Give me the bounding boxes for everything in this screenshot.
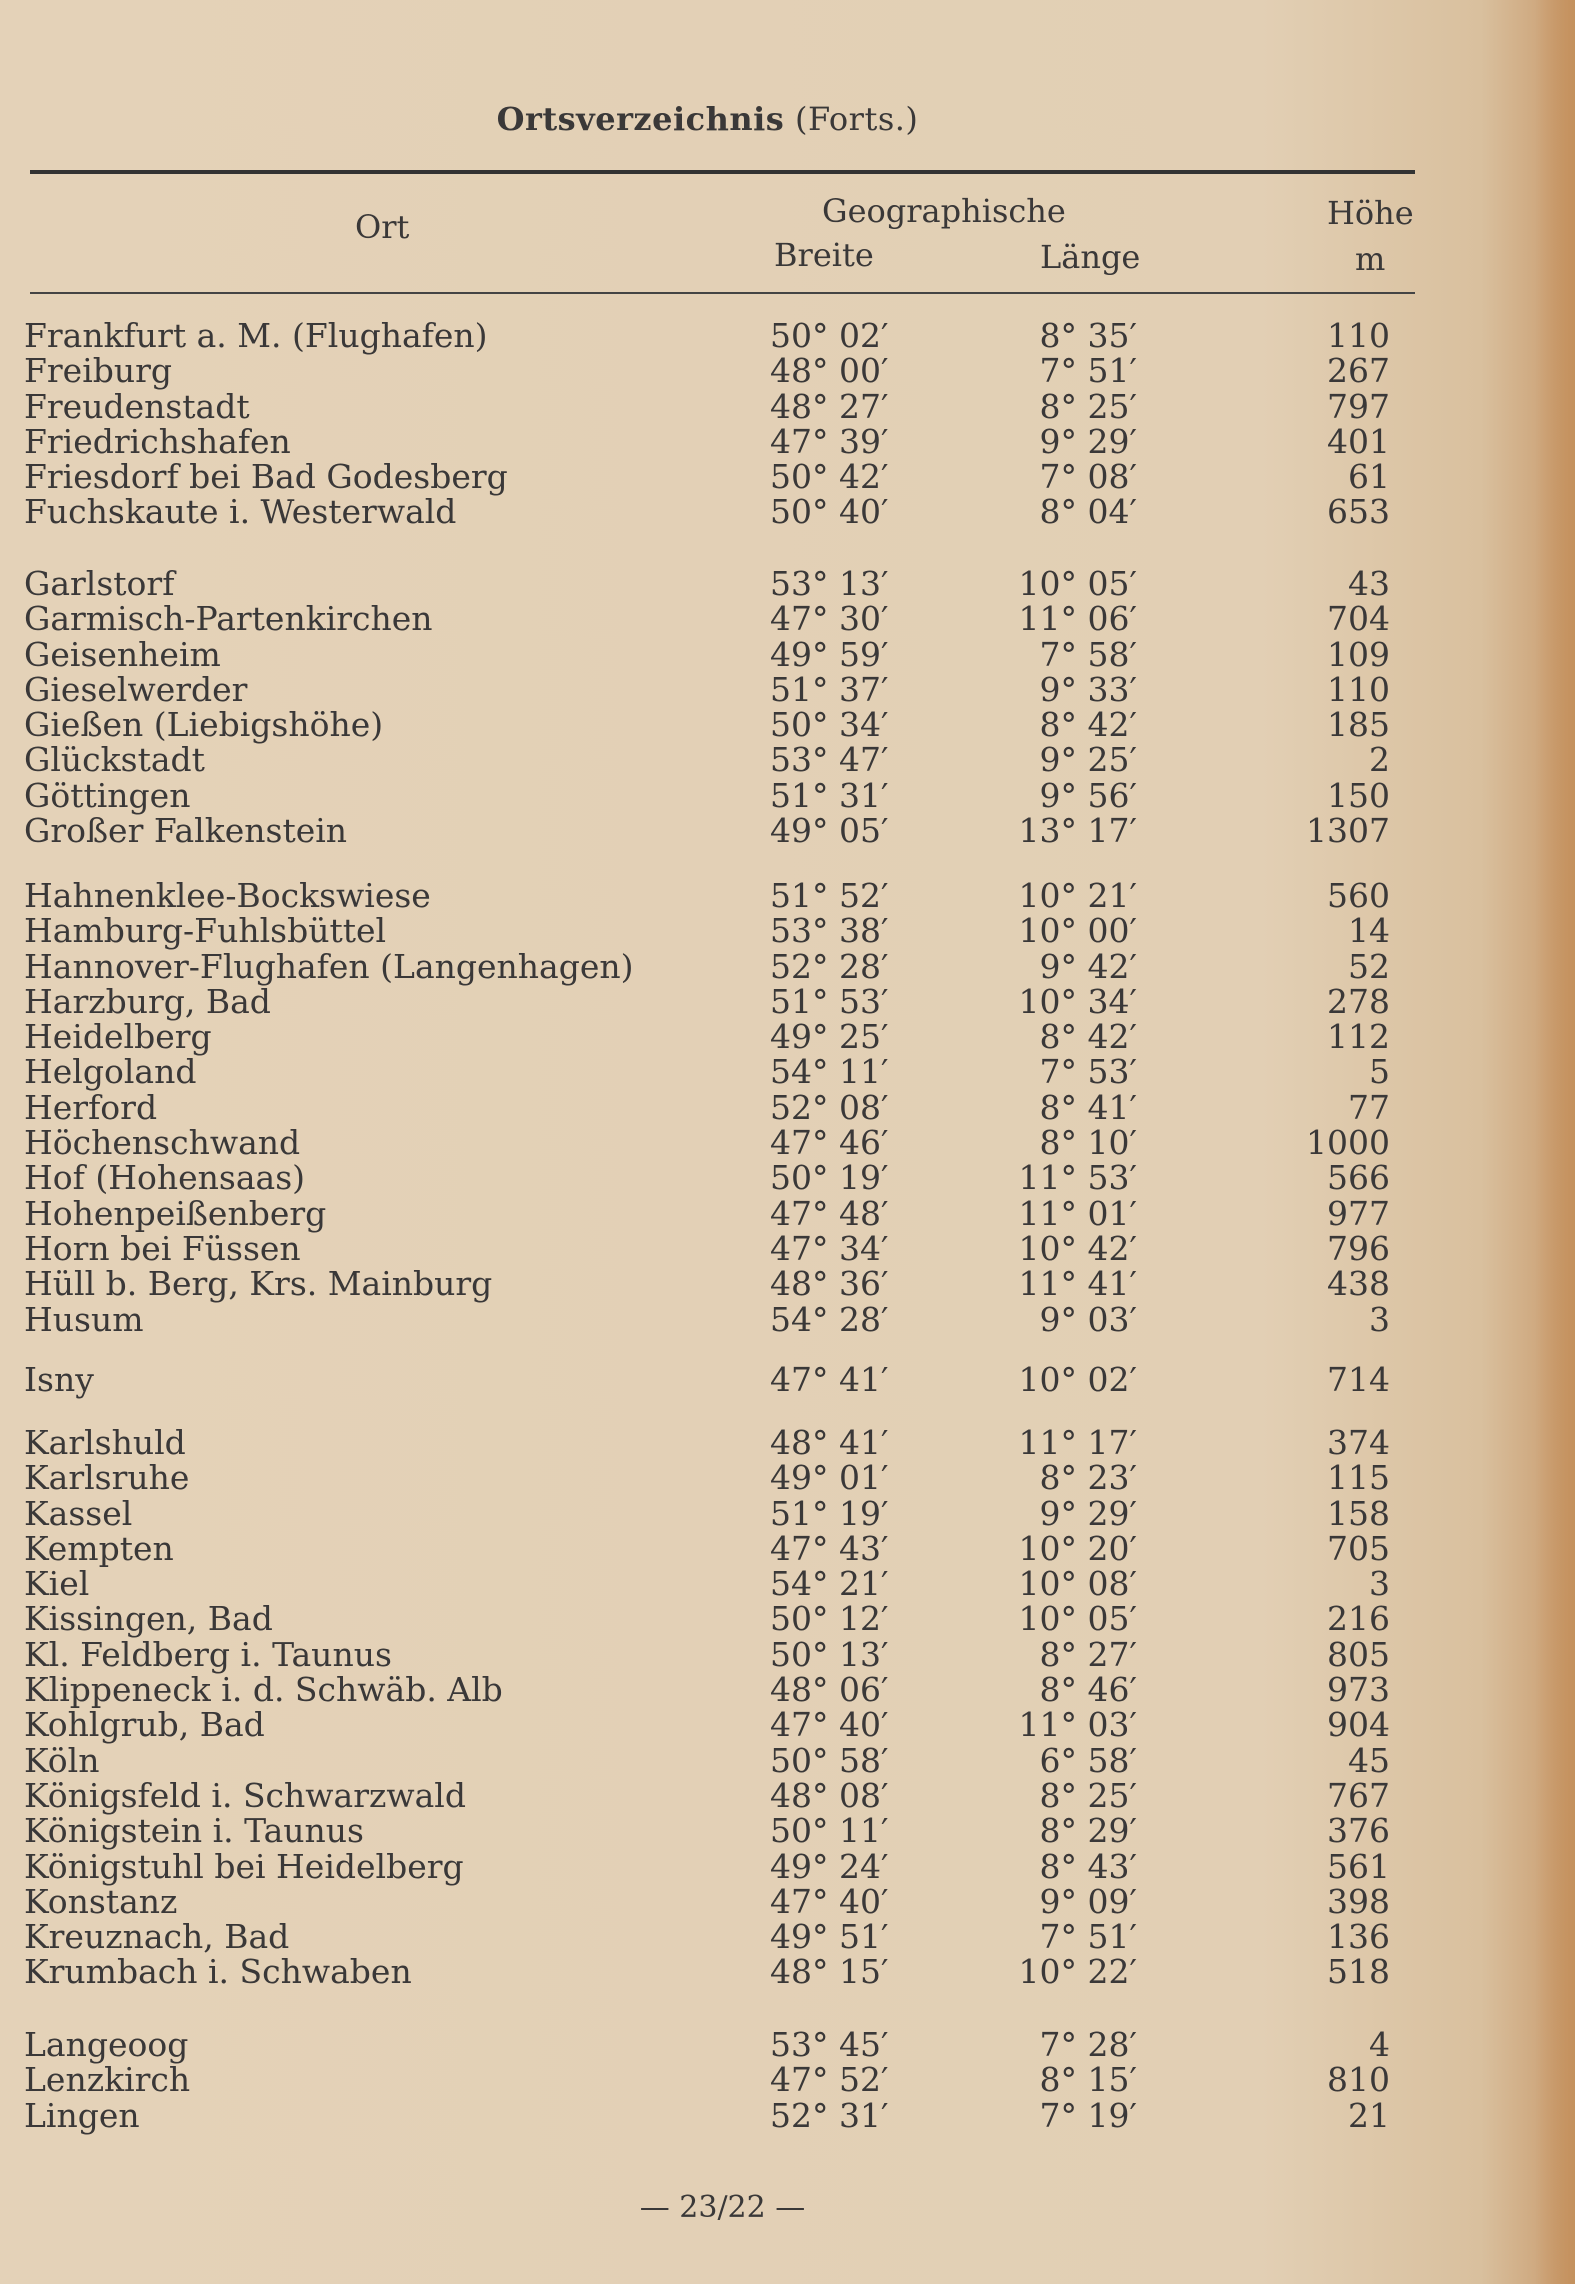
cell-laenge: 8° 15′	[1039, 2060, 1137, 2100]
cell-ort: Höchenschwand	[24, 1123, 301, 1163]
column-header-breite: Breite	[774, 236, 874, 274]
cell-breite: 50° 12′	[770, 1599, 889, 1639]
page-edge-shading	[1535, 0, 1575, 2284]
table-row	[0, 1599, 1415, 1639]
cell-hoehe: 805	[1327, 1634, 1390, 1674]
cell-laenge: 10° 34′	[1018, 981, 1137, 1021]
cell-ort: Fuchskaute i. Westerwald	[24, 492, 457, 532]
cell-ort: Herford	[24, 1087, 158, 1127]
table-row	[0, 1952, 1415, 1992]
table-row	[0, 911, 1415, 951]
cell-ort: Friesdorf bei Bad Godesberg	[24, 457, 508, 497]
cell-hoehe: 2	[1369, 740, 1390, 780]
cell-ort: Krumbach i. Schwaben	[24, 1952, 412, 1992]
cell-laenge: 7° 28′	[1039, 2025, 1137, 2064]
cell-laenge: 7° 51′	[1039, 1917, 1137, 1957]
cell-ort: Kl. Feldberg i. Taunus	[24, 1634, 392, 1674]
cell-ort: Kissingen, Bad	[24, 1599, 273, 1639]
cell-hoehe: 767	[1327, 1775, 1390, 1815]
cell-breite: 50° 13′	[770, 1634, 889, 1674]
table-row	[0, 1052, 1415, 1092]
table-row	[0, 1123, 1415, 1163]
table-row	[0, 981, 1415, 1021]
header-bottom-rule	[30, 292, 1415, 294]
cell-laenge: 8° 35′	[1039, 316, 1137, 355]
cell-hoehe: 560	[1327, 876, 1390, 915]
cell-breite: 54° 21′	[770, 1564, 889, 1604]
cell-ort: Konstanz	[24, 1881, 178, 1921]
cell-hoehe: 561	[1327, 1846, 1390, 1886]
cell-breite: 51° 37′	[770, 669, 889, 709]
cell-laenge: 8° 25′	[1039, 386, 1137, 426]
cell-hoehe: 115	[1327, 1458, 1390, 1498]
cell-ort: Kempten	[24, 1528, 174, 1568]
cell-laenge: 9° 09′	[1039, 1881, 1137, 1921]
cell-laenge: 10° 00′	[1018, 911, 1137, 951]
cell-ort: Hahnenklee-Bockswiese	[24, 876, 431, 915]
cell-hoehe: 374	[1327, 1423, 1390, 1462]
cell-laenge: 7° 19′	[1039, 2095, 1137, 2135]
cell-ort: Großer Falkenstein	[24, 811, 348, 851]
cell-laenge: 7° 58′	[1039, 634, 1137, 674]
cell-breite: 47° 48′	[770, 1193, 889, 1233]
cell-breite: 50° 02′	[770, 316, 889, 355]
cell-ort: Lenzkirch	[24, 2060, 191, 2100]
cell-breite: 47° 43′	[770, 1528, 889, 1568]
table-row	[0, 1158, 1415, 1198]
cell-laenge: 13° 17′	[1018, 811, 1137, 851]
table-group	[0, 1362, 1415, 1397]
cell-hoehe: 653	[1327, 492, 1390, 532]
cell-breite: 54° 28′	[770, 1299, 889, 1339]
cell-breite: 53° 45′	[770, 2025, 889, 2064]
table-row	[0, 1087, 1415, 1127]
cell-laenge: 9° 29′	[1039, 1493, 1137, 1533]
column-header-geographische: Geographische	[822, 192, 1066, 230]
cell-ort: Köln	[24, 1740, 100, 1780]
cell-breite: 50° 42′	[770, 457, 889, 497]
table-row	[0, 634, 1415, 674]
table-row	[0, 1493, 1415, 1533]
cell-breite: 47° 41′	[770, 1360, 889, 1399]
table-row	[0, 1228, 1415, 1268]
cell-laenge: 8° 25′	[1039, 1775, 1137, 1815]
header-top-rule	[30, 170, 1415, 174]
cell-ort: Geisenheim	[24, 634, 221, 674]
cell-laenge: 10° 05′	[1018, 1599, 1137, 1639]
cell-laenge: 8° 23′	[1039, 1458, 1137, 1498]
cell-laenge: 8° 41′	[1039, 1087, 1137, 1127]
cell-laenge: 8° 43′	[1039, 1846, 1137, 1886]
cell-ort: Hof (Hohensaas)	[24, 1158, 305, 1198]
cell-ort: Königsfeld i. Schwarzwald	[24, 1775, 466, 1815]
table-row	[0, 1846, 1415, 1886]
cell-breite: 48° 06′	[770, 1670, 889, 1710]
table-row	[0, 2027, 1415, 2062]
cell-hoehe: 810	[1327, 2060, 1390, 2100]
table-row	[0, 2095, 1415, 2135]
cell-breite: 50° 19′	[770, 1158, 889, 1198]
cell-laenge: 7° 53′	[1039, 1052, 1137, 1092]
cell-ort: Klippeneck i. d. Schwäb. Alb	[24, 1670, 503, 1710]
cell-breite: 50° 40′	[770, 492, 889, 532]
cell-breite: 48° 36′	[770, 1264, 889, 1304]
cell-hoehe: 109	[1327, 634, 1390, 674]
cell-breite: 47° 40′	[770, 1705, 889, 1745]
cell-breite: 48° 08′	[770, 1775, 889, 1815]
cell-breite: 47° 39′	[770, 421, 889, 461]
cell-laenge: 10° 05′	[1018, 564, 1137, 603]
cell-laenge: 7° 51′	[1039, 351, 1137, 391]
table-group	[0, 318, 1415, 530]
table-row	[0, 351, 1415, 391]
title-bold: Ortsverzeichnis	[496, 100, 785, 138]
table-row	[0, 811, 1415, 851]
cell-breite: 53° 47′	[770, 740, 889, 780]
cell-hoehe: 566	[1327, 1158, 1390, 1198]
cell-breite: 51° 31′	[770, 775, 889, 815]
cell-laenge: 11° 53′	[1018, 1158, 1137, 1198]
cell-ort: Langeoog	[24, 2025, 189, 2064]
cell-ort: Hamburg-Fuhlsbüttel	[24, 911, 387, 951]
cell-ort: Königstein i. Taunus	[24, 1811, 364, 1851]
cell-ort: Hohenpeißenberg	[24, 1193, 327, 1233]
cell-laenge: 7° 08′	[1039, 457, 1137, 497]
table-row	[0, 1017, 1415, 1057]
table-row	[0, 1299, 1415, 1339]
cell-breite: 54° 11′	[770, 1052, 889, 1092]
table-row	[0, 457, 1415, 497]
cell-breite: 52° 28′	[770, 946, 889, 986]
table-group	[0, 878, 1415, 1337]
column-header-hoehe: Höhe	[1327, 194, 1414, 232]
cell-breite: 49° 59′	[770, 634, 889, 674]
cell-hoehe: 398	[1327, 1881, 1390, 1921]
cell-ort: Horn bei Füssen	[24, 1228, 301, 1268]
cell-laenge: 9° 03′	[1039, 1299, 1137, 1339]
cell-breite: 47° 34′	[770, 1228, 889, 1268]
cell-laenge: 9° 25′	[1039, 740, 1137, 780]
cell-laenge: 8° 46′	[1039, 1670, 1137, 1710]
cell-ort: Hüll b. Berg, Krs. Mainburg	[24, 1264, 493, 1304]
table-row	[0, 1917, 1415, 1957]
cell-hoehe: 43	[1348, 564, 1390, 603]
cell-hoehe: 21	[1348, 2095, 1390, 2135]
cell-ort: Gießen (Liebigshöhe)	[24, 705, 384, 745]
table-row	[0, 1458, 1415, 1498]
cell-laenge: 9° 33′	[1039, 669, 1137, 709]
table-group	[0, 1425, 1415, 1990]
table-row	[0, 2060, 1415, 2100]
cell-breite: 47° 52′	[770, 2060, 889, 2100]
table-row	[0, 1362, 1415, 1397]
table-row	[0, 492, 1415, 532]
cell-ort: Kassel	[24, 1493, 133, 1533]
cell-hoehe: 3	[1369, 1299, 1390, 1339]
table-group	[0, 564, 1415, 851]
cell-hoehe: 376	[1327, 1811, 1390, 1851]
cell-hoehe: 1307	[1306, 811, 1390, 851]
cell-laenge: 10° 20′	[1018, 1528, 1137, 1568]
cell-laenge: 8° 42′	[1039, 705, 1137, 745]
cell-hoehe: 4	[1369, 2025, 1390, 2064]
cell-hoehe: 714	[1327, 1360, 1390, 1399]
cell-hoehe: 110	[1327, 669, 1390, 709]
cell-ort: Garlstorf	[24, 564, 175, 603]
cell-hoehe: 704	[1327, 599, 1390, 639]
cell-breite: 49° 51′	[770, 1917, 889, 1957]
table-group	[0, 2027, 1415, 2133]
cell-hoehe: 1000	[1306, 1123, 1390, 1163]
cell-breite: 47° 30′	[770, 599, 889, 639]
cell-ort: Husum	[24, 1299, 144, 1339]
table-row	[0, 1634, 1415, 1674]
column-header-laenge: Länge	[1040, 238, 1141, 276]
cell-breite: 47° 40′	[770, 1881, 889, 1921]
table-row	[0, 1775, 1415, 1815]
cell-breite: 52° 31′	[770, 2095, 889, 2135]
table-row	[0, 1705, 1415, 1745]
title-suffix: (Forts.)	[784, 100, 919, 138]
cell-ort: Kiel	[24, 1564, 90, 1604]
cell-breite: 49° 01′	[770, 1458, 889, 1498]
page-title	[0, 100, 1415, 138]
cell-hoehe: 45	[1348, 1740, 1390, 1780]
cell-laenge: 10° 08′	[1018, 1564, 1137, 1604]
cell-laenge: 10° 22′	[1018, 1952, 1137, 1992]
cell-ort: Harzburg, Bad	[24, 981, 271, 1021]
cell-breite: 53° 13′	[770, 564, 889, 603]
table-row	[0, 421, 1415, 461]
cell-ort: Karlshuld	[24, 1423, 186, 1462]
cell-hoehe: 705	[1327, 1528, 1390, 1568]
cell-hoehe: 216	[1327, 1599, 1390, 1639]
cell-laenge: 8° 04′	[1039, 492, 1137, 532]
cell-breite: 51° 19′	[770, 1493, 889, 1533]
cell-breite: 52° 08′	[770, 1087, 889, 1127]
cell-ort: Glückstadt	[24, 740, 205, 780]
cell-ort: Königstuhl bei Heidelberg	[24, 1846, 464, 1886]
cell-hoehe: 5	[1369, 1052, 1390, 1092]
cell-hoehe: 14	[1348, 911, 1390, 951]
cell-ort: Hannover-Flughafen (Langenhagen)	[24, 946, 634, 986]
column-header-unit: m	[1355, 240, 1386, 278]
cell-laenge: 8° 29′	[1039, 1811, 1137, 1851]
cell-ort: Heidelberg	[24, 1017, 212, 1057]
table-row	[0, 1881, 1415, 1921]
cell-laenge: 6° 58′	[1039, 1740, 1137, 1780]
table-row	[0, 1193, 1415, 1233]
table-row	[0, 669, 1415, 709]
cell-laenge: 11° 06′	[1018, 599, 1137, 639]
table-row	[0, 946, 1415, 986]
cell-laenge: 11° 01′	[1018, 1193, 1137, 1233]
cell-hoehe: 150	[1327, 775, 1390, 815]
cell-hoehe: 904	[1327, 1705, 1390, 1745]
cell-breite: 51° 52′	[770, 876, 889, 915]
cell-ort: Frankfurt a. M. (Flughafen)	[24, 316, 488, 355]
column-header-ort: Ort	[355, 208, 410, 246]
cell-laenge: 9° 56′	[1039, 775, 1137, 815]
cell-ort: Gieselwerder	[24, 669, 248, 709]
cell-ort: Friedrichshafen	[24, 421, 291, 461]
cell-hoehe: 136	[1327, 1917, 1390, 1957]
cell-breite: 48° 15′	[770, 1952, 889, 1992]
cell-hoehe: 518	[1327, 1952, 1390, 1992]
page-number: — 23/22 —	[639, 2190, 806, 2225]
table-row	[0, 775, 1415, 815]
cell-breite: 50° 11′	[770, 1811, 889, 1851]
table-row	[0, 1811, 1415, 1851]
cell-ort: Lingen	[24, 2095, 140, 2135]
table-row	[0, 1425, 1415, 1460]
cell-laenge: 10° 42′	[1018, 1228, 1137, 1268]
cell-breite: 51° 53′	[770, 981, 889, 1021]
cell-breite: 49° 25′	[770, 1017, 889, 1057]
table-row	[0, 878, 1415, 913]
cell-breite: 48° 27′	[770, 386, 889, 426]
table-row	[0, 740, 1415, 780]
table-row	[0, 1264, 1415, 1304]
cell-hoehe: 267	[1327, 351, 1390, 391]
cell-hoehe: 3	[1369, 1564, 1390, 1604]
cell-breite: 50° 58′	[770, 1740, 889, 1780]
cell-breite: 47° 46′	[770, 1123, 889, 1163]
table-row	[0, 386, 1415, 426]
table-row	[0, 1740, 1415, 1780]
cell-hoehe: 401	[1327, 421, 1390, 461]
cell-laenge: 11° 03′	[1018, 1705, 1137, 1745]
cell-hoehe: 61	[1348, 457, 1390, 497]
cell-breite: 49° 05′	[770, 811, 889, 851]
cell-laenge: 8° 27′	[1039, 1634, 1137, 1674]
cell-breite: 48° 00′	[770, 351, 889, 391]
cell-laenge: 11° 17′	[1018, 1423, 1137, 1462]
table-row	[0, 705, 1415, 745]
cell-laenge: 8° 10′	[1039, 1123, 1137, 1163]
cell-laenge: 8° 42′	[1039, 1017, 1137, 1057]
cell-ort: Göttingen	[24, 775, 191, 815]
cell-laenge: 10° 21′	[1018, 876, 1137, 915]
cell-hoehe: 278	[1327, 981, 1390, 1021]
cell-ort: Garmisch-Partenkirchen	[24, 599, 433, 639]
cell-hoehe: 112	[1327, 1017, 1390, 1057]
cell-ort: Kohlgrub, Bad	[24, 1705, 265, 1745]
cell-ort: Freudenstadt	[24, 386, 250, 426]
cell-hoehe: 77	[1348, 1087, 1390, 1127]
cell-hoehe: 110	[1327, 316, 1390, 355]
cell-hoehe: 796	[1327, 1228, 1390, 1268]
cell-hoehe: 52	[1348, 946, 1390, 986]
cell-laenge: 11° 41′	[1018, 1264, 1137, 1304]
cell-hoehe: 797	[1327, 386, 1390, 426]
cell-hoehe: 973	[1327, 1670, 1390, 1710]
table-row	[0, 318, 1415, 353]
cell-hoehe: 185	[1327, 705, 1390, 745]
cell-ort: Helgoland	[24, 1052, 197, 1092]
table-row	[0, 1564, 1415, 1604]
cell-ort: Karlsruhe	[24, 1458, 190, 1498]
cell-ort: Kreuznach, Bad	[24, 1917, 290, 1957]
cell-hoehe: 977	[1327, 1193, 1390, 1233]
table-row	[0, 566, 1415, 601]
cell-laenge: 10° 02′	[1018, 1360, 1137, 1399]
cell-breite: 50° 34′	[770, 705, 889, 745]
cell-laenge: 9° 29′	[1039, 421, 1137, 461]
cell-laenge: 9° 42′	[1039, 946, 1137, 986]
cell-breite: 49° 24′	[770, 1846, 889, 1886]
cell-hoehe: 158	[1327, 1493, 1390, 1533]
cell-ort: Isny	[24, 1360, 94, 1399]
table-row	[0, 1528, 1415, 1568]
cell-breite: 53° 38′	[770, 911, 889, 951]
table-row	[0, 599, 1415, 639]
cell-breite: 48° 41′	[770, 1423, 889, 1462]
cell-hoehe: 438	[1327, 1264, 1390, 1304]
cell-ort: Freiburg	[24, 351, 173, 391]
table-row	[0, 1670, 1415, 1710]
